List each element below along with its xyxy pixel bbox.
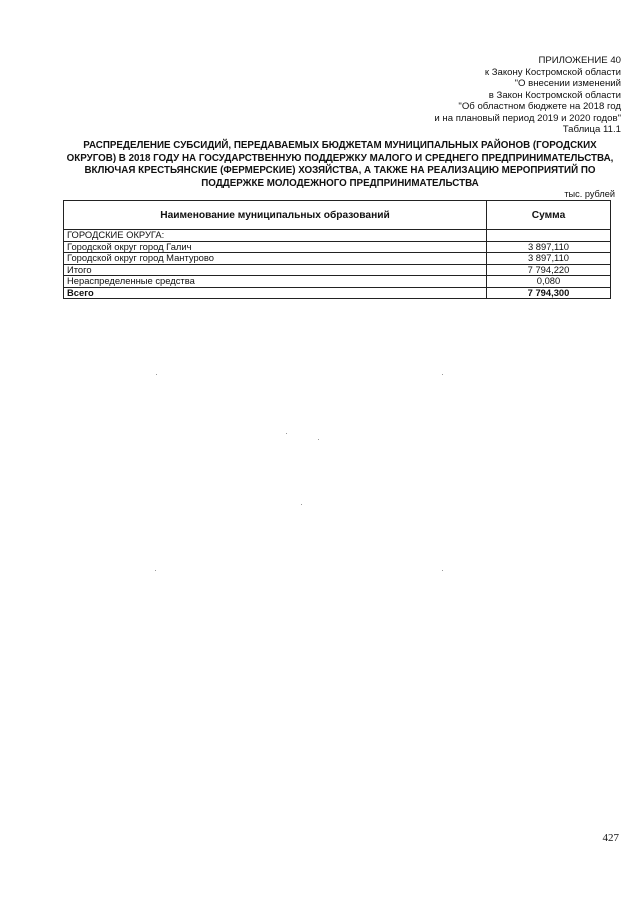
scan-speck	[156, 374, 157, 375]
appendix-header-line: к Закону Костромской области	[484, 66, 621, 78]
appendix-header-line: ПРИЛОЖЕНИЕ 40	[538, 55, 621, 66]
appendix-header	[434, 55, 621, 136]
table-number: Таблица 11.1	[562, 124, 621, 135]
appendix-header-line: и на плановый период 2019 и 2020 годов"	[434, 112, 621, 124]
title-line: ПОДДЕРЖКЕ МОЛОДЕЖНОГО ПРЕДПРИНИМАТЕЛЬСТВА	[201, 177, 479, 189]
table-row	[64, 230, 611, 242]
table-header-row	[64, 201, 611, 230]
row-sum: 7 794,300	[487, 287, 611, 299]
title-line: РАСПРЕДЕЛЕНИЕ СУБСИДИЙ, ПЕРЕДАВАЕМЫХ БЮДЖЕТАМ МУНИЦИПАЛЬНЫХ РАЙОНОВ (ГОРОДСКИХ	[83, 140, 597, 151]
row-sum: 0,080	[487, 276, 611, 288]
row-name: Нераспределенные средства	[64, 276, 487, 288]
title-line: ВКЛЮЧАЯ КРЕСТЬЯНСКИЕ (ФЕРМЕРСКИЕ) ХОЗЯЙСТВА, А ТАКЖЕ НА РЕАЛИЗАЦИЮ МЕРОПРИЯТИЙ ПО	[84, 165, 596, 176]
table-row	[64, 276, 611, 288]
scan-speck	[301, 504, 302, 505]
scan-speck	[442, 570, 443, 571]
row-sum: 3 897,110	[487, 241, 611, 253]
table-row	[64, 264, 611, 276]
row-name: Итого	[64, 264, 487, 276]
row-name: Городской округ город Мантурово	[64, 253, 487, 265]
table-row-total	[64, 287, 611, 299]
scan-speck	[318, 439, 319, 440]
page-number: 427	[602, 832, 619, 844]
column-header-name: Наименование муниципальных образований	[64, 201, 487, 230]
scan-speck	[442, 374, 443, 375]
row-sum: 7 794,220	[487, 264, 611, 276]
row-name: Городской округ город Галич	[64, 241, 487, 253]
document-title	[60, 140, 620, 190]
row-sum	[487, 230, 611, 242]
scan-speck	[286, 433, 287, 434]
row-name: Всего	[64, 287, 487, 299]
table-row	[64, 253, 611, 265]
row-sum: 3 897,110	[487, 253, 611, 265]
subsidy-table	[63, 200, 611, 299]
appendix-header-line: "О внесении изменений	[514, 78, 621, 89]
title-line: ОКРУГОВ) В 2018 ГОДУ НА ГОСУДАРСТВЕННУЮ ПОДДЕРЖКУ МАЛОГО И СРЕДНЕГО ПРЕДПРИНИМАТЕЛЬСТВА,	[66, 152, 614, 164]
units-label: тыс. рублей	[564, 189, 615, 199]
appendix-header-line: в Закон Костромской области	[488, 89, 621, 101]
appendix-header-line: "Об областном бюджете на 2018 год	[458, 101, 621, 112]
scan-speck	[155, 570, 156, 571]
table-row	[64, 241, 611, 253]
column-header-sum: Сумма	[487, 201, 611, 230]
row-name: ГОРОДСКИЕ ОКРУГА:	[64, 230, 487, 242]
